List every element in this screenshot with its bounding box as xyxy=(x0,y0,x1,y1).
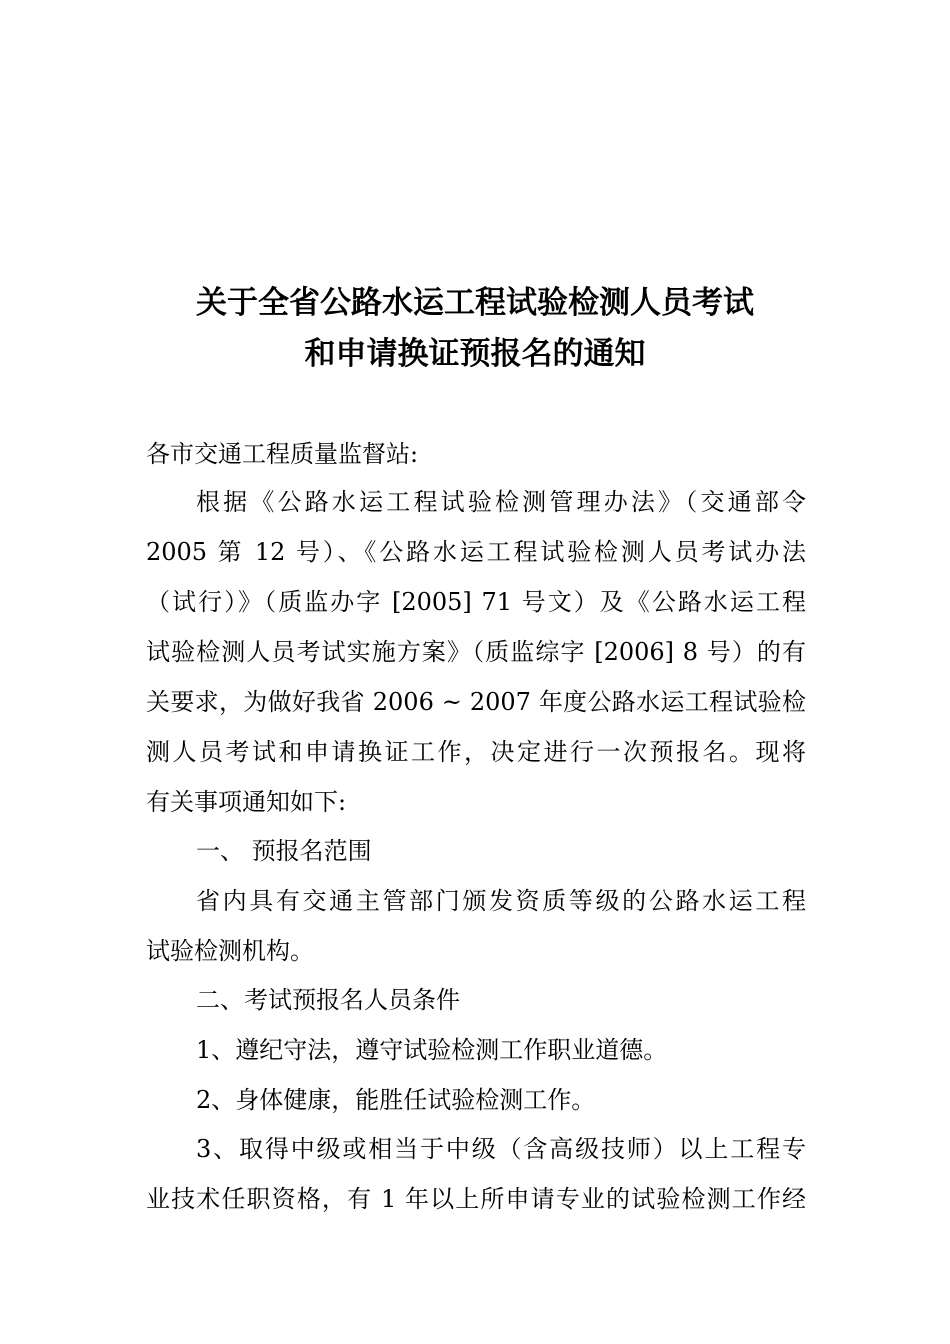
section-1-heading: 一、 预报名范围 xyxy=(196,837,372,865)
paragraph-1-line-1: 根据《公路水运工程试验检测管理办法》（交通部令 xyxy=(196,488,806,516)
section-2-heading: 二、考试预报名人员条件 xyxy=(196,986,460,1014)
paragraph-1-line-5: 关要求，为做好我省 2006 ~ 2007 年度公路水运工程试验检 xyxy=(146,688,806,716)
paragraph-1-line-2: 2005 第 12 号）、《公路水运工程试验检测人员考试办法 xyxy=(146,538,806,566)
section-1-line-2: 试验检测机构。 xyxy=(146,937,314,965)
section-2-item-2: 2、身体健康，能胜任试验检测工作。 xyxy=(196,1086,596,1114)
section-2-item-1: 1、遵纪守法，遵守试验检测工作职业道德。 xyxy=(196,1036,668,1064)
paragraph-1-line-4: 试验检测人员考试实施方案》（质监综字 [2006] 8 号）的有 xyxy=(146,638,806,666)
paragraph-1-line-6: 测人员考试和申请换证工作，决定进行一次预报名。现将 xyxy=(146,738,806,766)
section-2-item-3-line-1: 3、取得中级或相当于中级（含高级技师）以上工程专 xyxy=(196,1135,806,1163)
section-1-line-1: 省内具有交通主管部门颁发资质等级的公路水运工程 xyxy=(196,887,806,915)
document-title-line-1: 关于全省公路水运工程试验检测人员考试 xyxy=(196,285,754,321)
paragraph-1-line-7: 有关事项通知如下: xyxy=(146,788,347,816)
document-title-line-2: 和申请换证预报名的通知 xyxy=(304,336,646,372)
paragraph-1-line-3: （试行）》（质监办字 [2005] 71 号文）及《公路水运工程 xyxy=(146,588,806,616)
section-2-item-3-line-2: 业技术任职资格，有 1 年以上所申请专业的试验检测工作经 xyxy=(146,1185,806,1213)
salutation: 各市交通工程质量监督站: xyxy=(146,440,419,468)
